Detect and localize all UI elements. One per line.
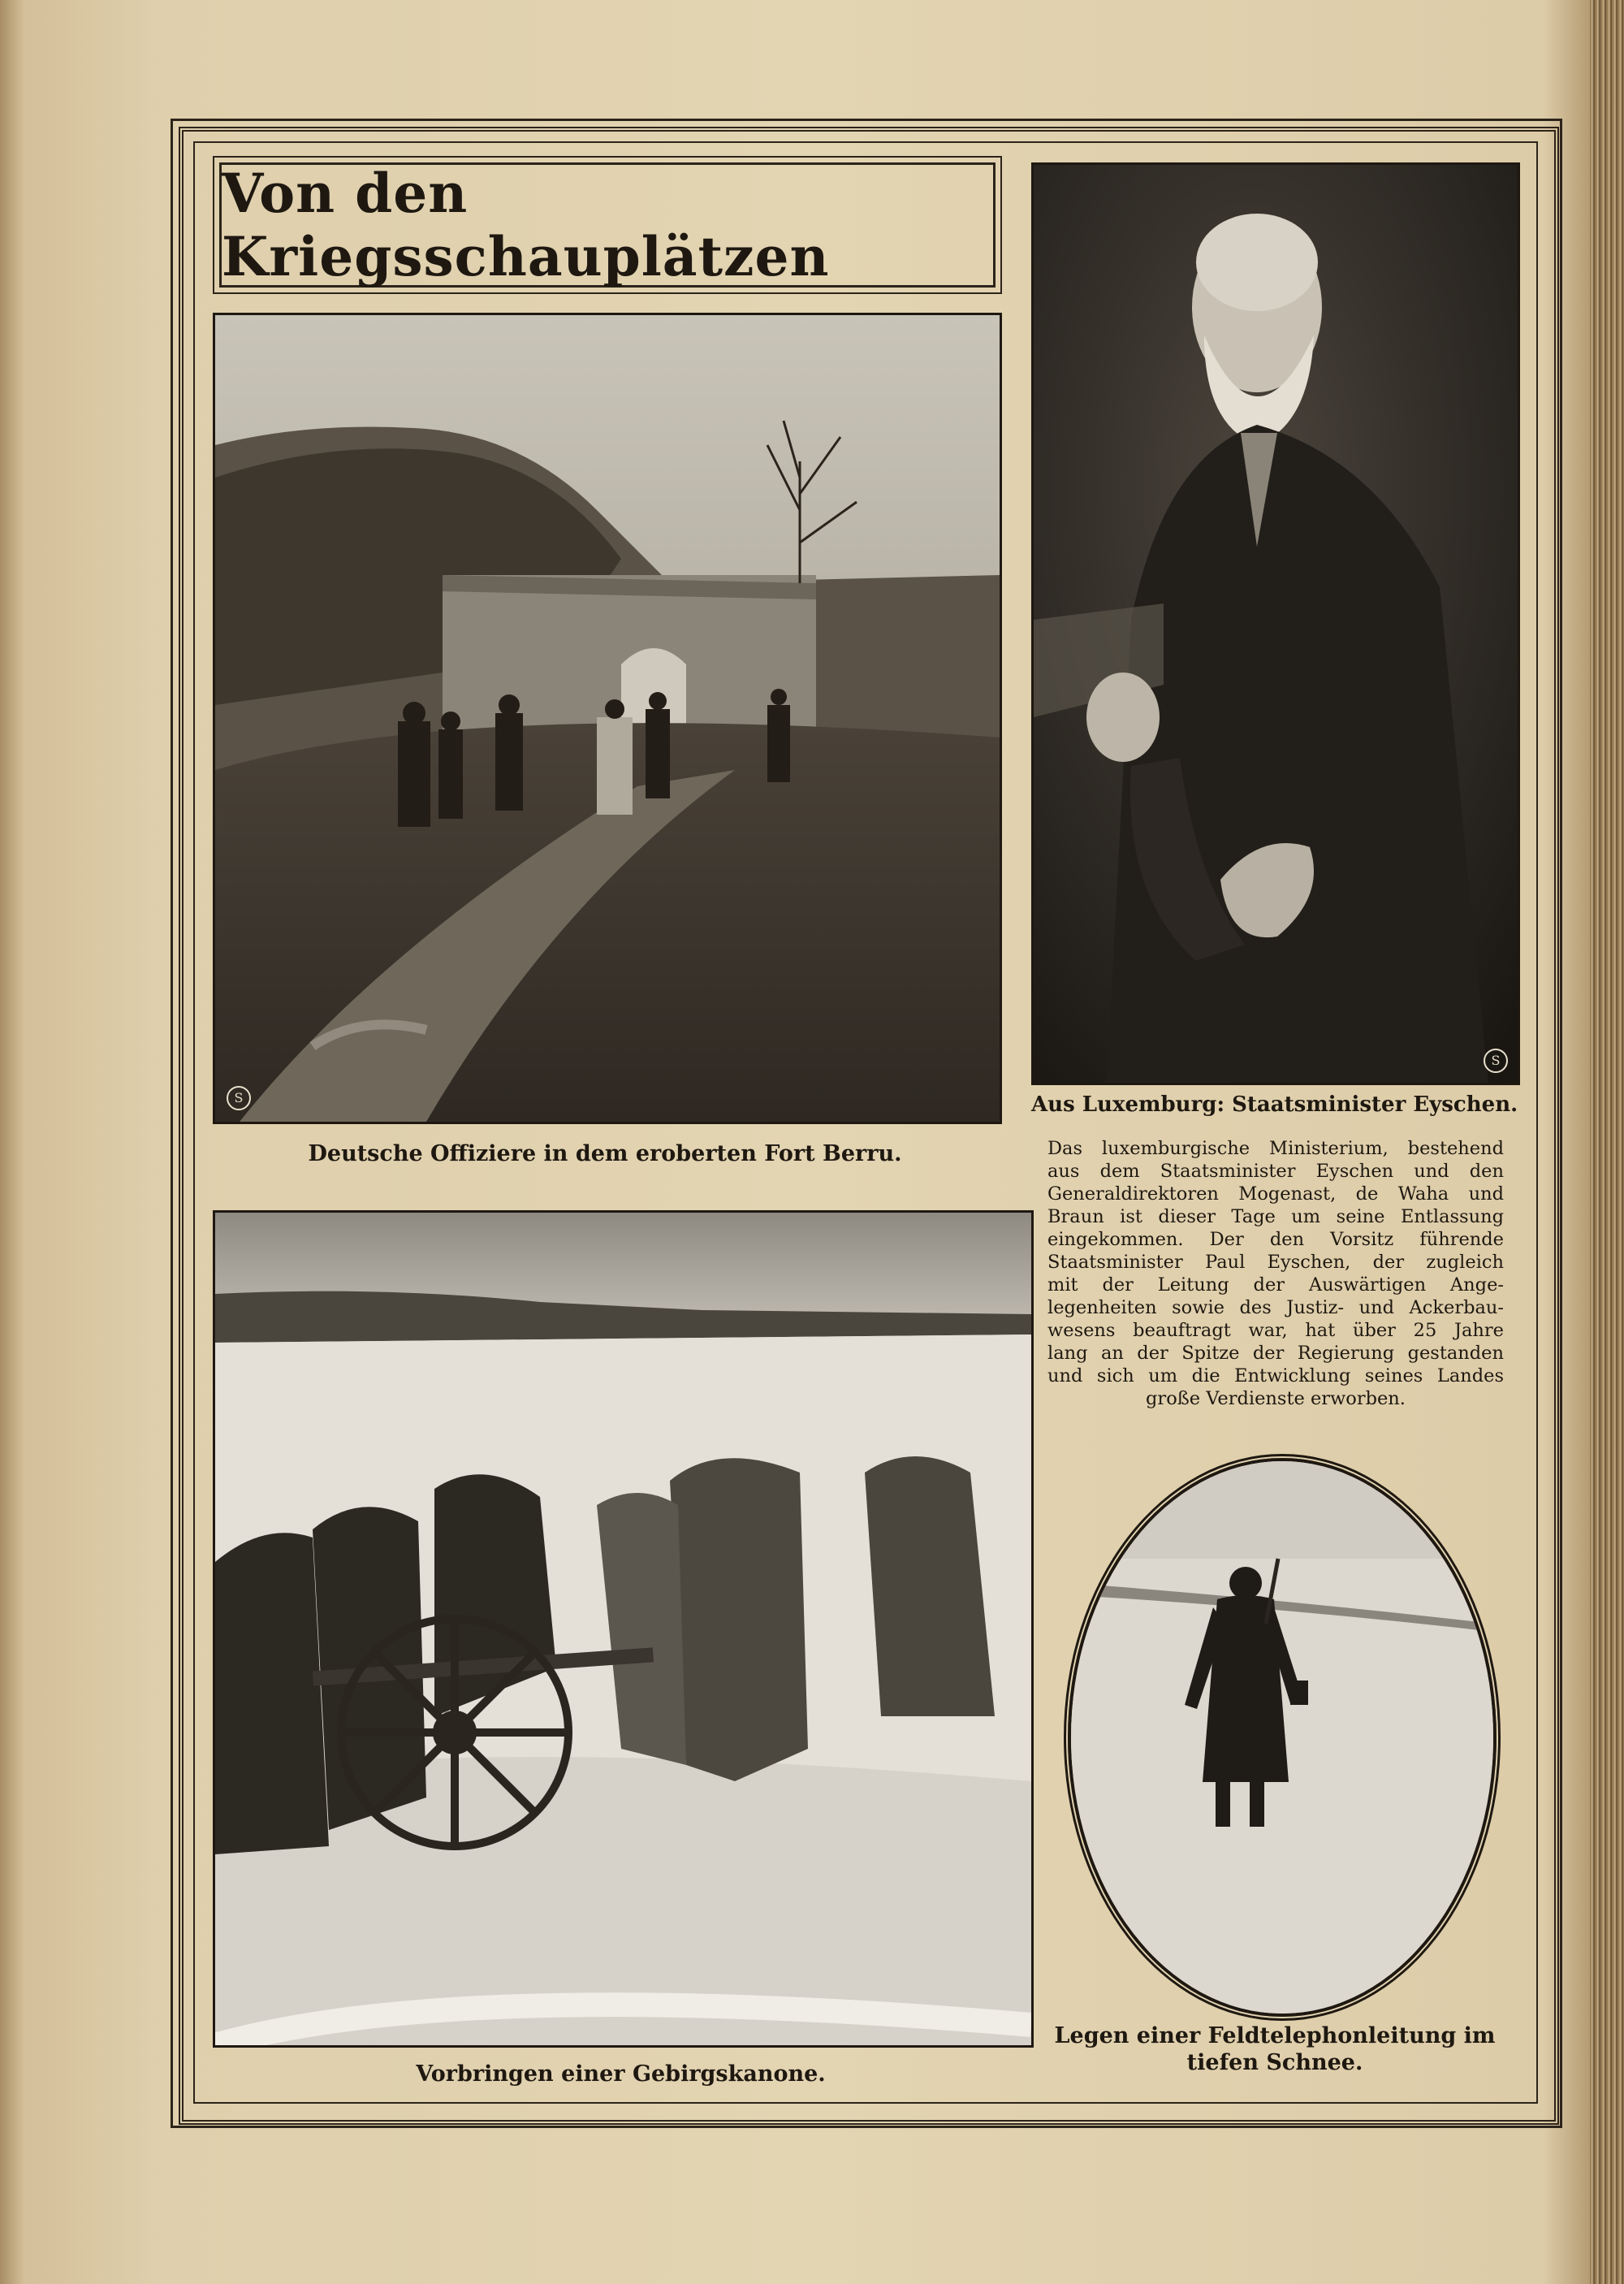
article-line: eingekommen. Der den Vorsitz führende bbox=[1047, 1229, 1504, 1250]
book-binding-edge bbox=[1590, 0, 1624, 2284]
article-line: aus dem Staatsminister Eyschen und den bbox=[1047, 1161, 1504, 1182]
article-line: legenheiten sowie des Justiz- und Ackerbau- bbox=[1047, 1297, 1504, 1318]
page-title: Von den Kriegsschauplätzen bbox=[222, 162, 830, 288]
caption-line: Legen einer Feldtelephonleitung im bbox=[1054, 2023, 1496, 2048]
title-box bbox=[219, 162, 996, 288]
photo-mark-icon: S bbox=[1484, 1049, 1508, 1073]
photo-field-telephone bbox=[1068, 1458, 1497, 2017]
article-line: wesens beauftragt war, hat über 25 Jahre bbox=[1047, 1320, 1504, 1341]
photo-portrait-eyschen bbox=[1031, 162, 1520, 1085]
photo-fort-berru bbox=[213, 313, 1002, 1124]
caption-portrait: Aus Luxemburg: Staatsminister Eyschen. bbox=[1031, 1092, 1518, 1117]
article-line: Staatsminister Paul Eyschen, der zugleich bbox=[1047, 1252, 1504, 1273]
article-line: mit der Leitung der Auswärtigen Ange- bbox=[1047, 1274, 1504, 1296]
caption-fort-berru: Deutsche Offiziere in dem eroberten Fort Berru. bbox=[308, 1141, 902, 1166]
article-text bbox=[1047, 1137, 1504, 1410]
caption-mountain-cannon: Vorbringen einer Gebirgskanone. bbox=[416, 2061, 826, 2087]
article-line: Braun ist dieser Tage um seine Entlassung bbox=[1047, 1206, 1504, 1227]
photo-mountain-cannon bbox=[213, 1210, 1034, 2048]
caption-field-telephone bbox=[1031, 2022, 1518, 2076]
photo-mark-icon: S bbox=[227, 1086, 251, 1110]
article-line: lang an der Spitze der Regierung gestanden bbox=[1047, 1343, 1504, 1364]
article-line: Generaldirektoren Mogenast, de Waha und bbox=[1047, 1183, 1504, 1205]
article-line: und sich um die Entwicklung seines Landes bbox=[1047, 1365, 1504, 1386]
article-line: große Verdienste erworben. bbox=[1146, 1388, 1406, 1409]
article-line: Das luxemburgische Ministerium, bestehend bbox=[1047, 1138, 1504, 1159]
caption-line: tiefen Schnee. bbox=[1186, 2050, 1363, 2075]
